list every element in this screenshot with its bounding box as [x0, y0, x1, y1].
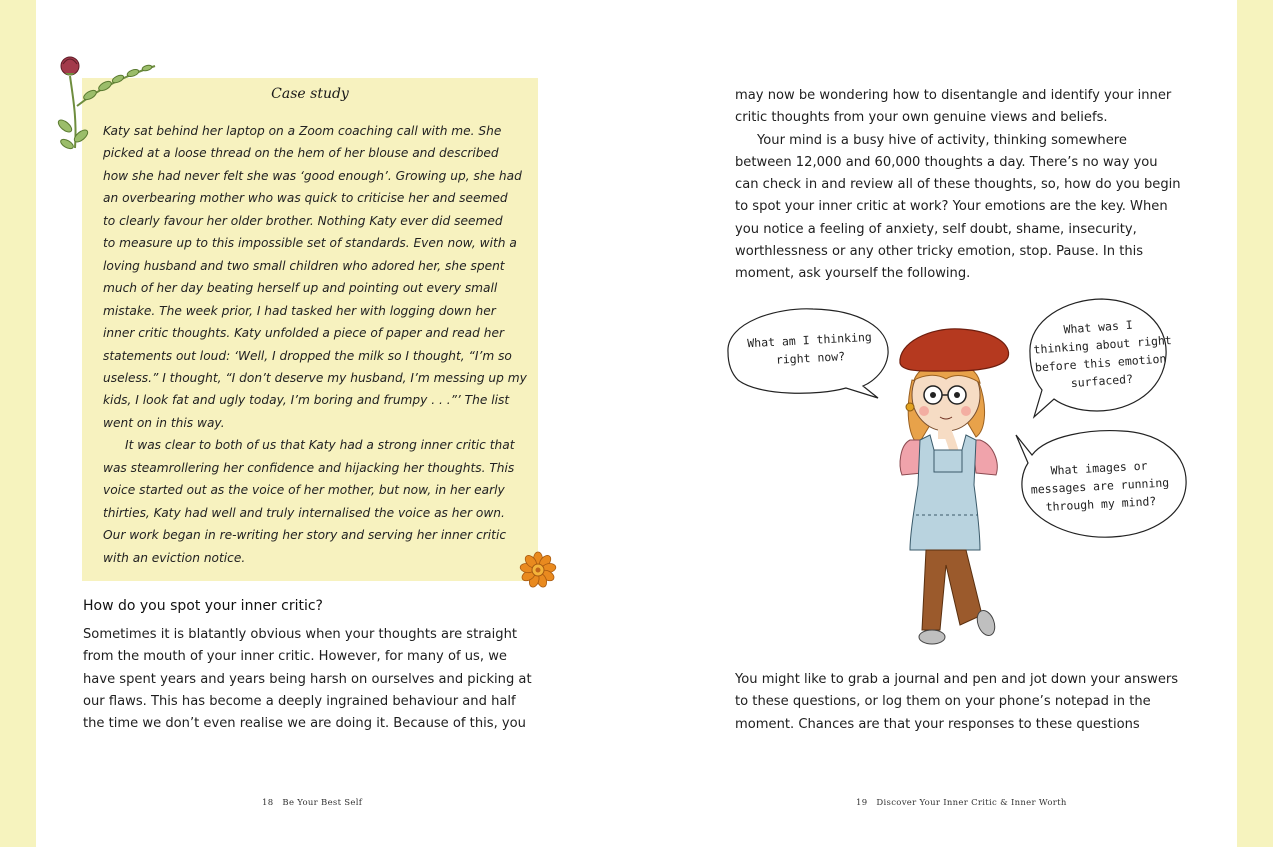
body-line: the time we don’t even realise we are doing it. Because of this, you — [83, 716, 526, 732]
bubble-line: What images or — [1050, 458, 1148, 478]
bubble-line: through my mind? — [1045, 494, 1157, 514]
case-study-line: Our work began in re-writing her story and serving her inner critic — [103, 528, 507, 543]
left-body-text — [83, 624, 532, 735]
case-study-line: to clearly favour her older brother. Nothing Katy ever did seemed — [103, 213, 503, 228]
body-line: have spent years and years being harsh on ourselves and picking at — [83, 671, 532, 687]
bubble-text-bottom-right — [1029, 455, 1172, 516]
right-top-text — [735, 85, 1181, 286]
bubble-line: thinking about right — [1033, 332, 1173, 357]
body-line: You might like to grab a journal and pen and jot down your answers — [735, 672, 1179, 687]
case-study-line: useless.” I thought, “I don’t deserve my husband, I’m messing up my — [103, 370, 527, 385]
bubble-line: What am I thinking — [746, 329, 873, 351]
case-study-line: how she had never felt she was ‘good enough’. Growing up, she had — [103, 168, 522, 183]
case-study-line: to measure up to this impossible set of standards. Even now, with a — [103, 236, 517, 251]
bubble-line: messages are running — [1030, 475, 1170, 497]
body-line: Your mind is a busy hive of activity, thinking somewhere — [757, 132, 1127, 148]
running-title: Be Your Best Self — [282, 798, 363, 808]
bubble-line: What was I — [1063, 317, 1134, 337]
body-line: you notice a feeling of anxiety, self doubt, shame, insecurity, — [735, 221, 1137, 237]
right-bottom-text — [735, 669, 1178, 736]
right-page-footer — [856, 798, 1067, 808]
body-line: from the mouth of your inner critic. However, for many of us, we — [83, 649, 507, 665]
case-study-line: Katy sat behind her laptop on a Zoom coaching call with me. She — [103, 124, 502, 138]
case-study-line: loving husband and two small children who adored her, she spent — [103, 258, 505, 273]
case-study-line: went on in this way. — [103, 415, 225, 430]
body-line: our flaws. This has become a deeply ingrained behaviour and half — [83, 693, 516, 709]
case-study-line: It was clear to both of us that Katy had a strong inner critic that — [125, 438, 515, 453]
case-study-line: was steamrollering her confidence and hijacking her thoughts. This — [103, 460, 515, 475]
case-study-line: mistake. The week prior, I had tasked her with logging down her — [103, 303, 496, 318]
bubble-text-left — [739, 327, 881, 370]
case-study-line: with an eviction notice. — [103, 550, 246, 565]
body-line: may now be wondering how to disentangle and identify your inner — [735, 88, 1172, 103]
case-study-line: inner critic thoughts. Katy unfolded a piece of paper and read her — [103, 326, 504, 341]
page-number: 18 — [262, 798, 274, 808]
body-line: critic thoughts from your own genuine views and beliefs. — [735, 110, 1108, 126]
body-line: between 12,000 and 60,000 thoughts a day. There’s no way you — [735, 154, 1158, 170]
body-line: to these questions, or log them on your phone’s notepad in the — [735, 694, 1151, 710]
body-line: moment, ask yourself the following. — [735, 266, 971, 282]
case-study-title: Case study — [271, 86, 349, 102]
case-study-text — [103, 120, 527, 569]
case-study-line: kids, I look fat and ugly today, I’m boring and frumpy . . .”’ The list — [103, 393, 510, 408]
bubble-line: before this emotion — [1034, 351, 1167, 375]
left-page-footer — [262, 798, 362, 808]
body-line: worthlessness or any other tricky emotion, stop. Pause. In this — [735, 244, 1144, 260]
case-study-line: picked at a loose thread on the hem of her blouse and described — [103, 146, 499, 161]
body-line: can check in and review all of these thoughts, so, how do you begin — [735, 177, 1181, 193]
girl-illustration — [890, 325, 1020, 655]
section-heading: How do you spot your inner critic? — [83, 598, 323, 614]
case-study-line: statements out loud: ‘Well, I dropped the milk so I thought, “I’m so — [103, 348, 512, 363]
case-study-line: voice started out as the voice of her mother, but now, in her early — [103, 483, 505, 498]
running-title: Discover Your Inner Critic & Inner Worth — [876, 798, 1067, 808]
bubble-line: surfaced? — [1070, 371, 1134, 391]
body-line: moment. Chances are that your responses to these questions — [735, 716, 1140, 732]
case-study-line: thirties, Katy had well and truly internalised the voice as her own. — [103, 505, 505, 520]
bubble-text-top-right — [1032, 313, 1173, 394]
case-study-line: much of her day beating herself up and pointing out every small — [103, 281, 498, 296]
body-line: to spot your inner critic at work? Your emotions are the key. When — [735, 199, 1168, 215]
case-study-line: an overbearing mother who was quick to criticise her and seemed — [103, 191, 508, 206]
orange-flower-icon — [518, 550, 558, 590]
body-line: Sometimes it is blatantly obvious when your thoughts are straight — [83, 627, 518, 642]
page-number: 19 — [856, 798, 868, 808]
bubble-line: right now? — [775, 349, 846, 367]
